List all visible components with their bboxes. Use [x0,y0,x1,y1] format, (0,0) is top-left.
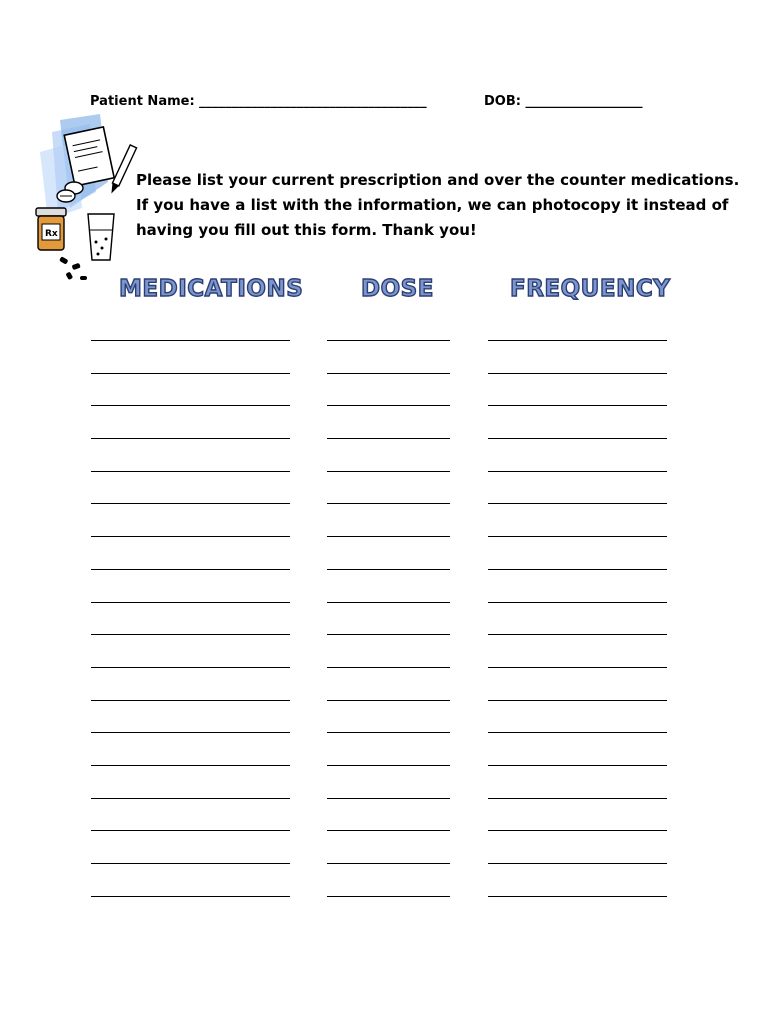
frequency-blank[interactable] [488,863,667,864]
dose-blank[interactable] [327,569,450,570]
dose-column-heading: DOSE [361,276,434,302]
frequency-blank[interactable] [488,634,667,635]
dose-blank[interactable] [327,667,450,668]
medication-blank[interactable] [91,896,290,897]
medication-rows [0,340,770,928]
frequency-blank[interactable] [488,798,667,799]
medication-row [0,340,770,373]
medication-row [0,471,770,504]
dose-blank[interactable] [327,798,450,799]
frequency-column-heading: FREQUENCY [510,276,671,302]
medication-row [0,373,770,406]
dose-blank[interactable] [327,373,450,374]
medication-row [0,503,770,536]
instructions-text [136,168,740,243]
dose-blank[interactable] [327,536,450,537]
medication-row [0,700,770,733]
medication-blank[interactable] [91,830,290,831]
frequency-blank[interactable] [488,503,667,504]
medication-row [0,667,770,700]
dose-blank[interactable] [327,340,450,341]
dose-blank[interactable] [327,896,450,897]
frequency-blank[interactable] [488,340,667,341]
medication-row [0,634,770,667]
dose-blank[interactable] [327,732,450,733]
dose-blank[interactable] [327,830,450,831]
medication-row [0,569,770,602]
frequency-blank[interactable] [488,896,667,897]
medications-column-heading: MEDICATIONS [119,276,304,302]
frequency-blank[interactable] [488,700,667,701]
medication-blank[interactable] [91,569,290,570]
svg-text:Rx: Rx [45,229,58,239]
dob-field[interactable]: DOB: __________________ [484,94,643,109]
medication-blank[interactable] [91,340,290,341]
frequency-blank[interactable] [488,569,667,570]
patient-name-field[interactable]: Patient Name: ___________________________________ [90,94,427,109]
frequency-blank[interactable] [488,438,667,439]
frequency-blank[interactable] [488,405,667,406]
frequency-blank[interactable] [488,830,667,831]
medication-blank[interactable] [91,405,290,406]
instructions-line-3: having you fill out this form. Thank you! [136,221,477,239]
medication-row [0,863,770,896]
patient-header [90,94,643,109]
medication-row [0,732,770,765]
dose-blank[interactable] [327,471,450,472]
medication-blank[interactable] [91,765,290,766]
medication-clipart-icon [30,112,140,287]
dose-blank[interactable] [327,405,450,406]
medication-row [0,765,770,798]
dose-blank[interactable] [327,863,450,864]
medication-blank[interactable] [91,667,290,668]
medication-row [0,602,770,635]
medication-blank[interactable] [91,503,290,504]
frequency-blank[interactable] [488,471,667,472]
medication-row [0,830,770,863]
frequency-blank[interactable] [488,765,667,766]
medication-blank[interactable] [91,373,290,374]
medication-row [0,798,770,831]
medication-blank[interactable] [91,536,290,537]
dose-blank[interactable] [327,438,450,439]
dose-blank[interactable] [327,602,450,603]
medication-blank[interactable] [91,602,290,603]
dose-blank[interactable] [327,634,450,635]
medication-row [0,438,770,471]
frequency-blank[interactable] [488,602,667,603]
medication-blank[interactable] [91,634,290,635]
medication-blank[interactable] [91,471,290,472]
medication-row [0,405,770,438]
instructions-line-2: If you have a list with the information, we can photocopy it instead of [136,196,729,214]
dose-blank[interactable] [327,765,450,766]
dose-blank[interactable] [327,503,450,504]
medication-blank[interactable] [91,798,290,799]
frequency-blank[interactable] [488,536,667,537]
frequency-blank[interactable] [488,667,667,668]
medication-blank[interactable] [91,700,290,701]
medication-row [0,896,770,929]
dose-blank[interactable] [327,700,450,701]
frequency-blank[interactable] [488,373,667,374]
medication-blank[interactable] [91,863,290,864]
instructions-line-1: Please list your current prescription and over the counter medications. [136,171,740,189]
medication-blank[interactable] [91,732,290,733]
medication-row [0,536,770,569]
medication-blank[interactable] [91,438,290,439]
frequency-blank[interactable] [488,732,667,733]
